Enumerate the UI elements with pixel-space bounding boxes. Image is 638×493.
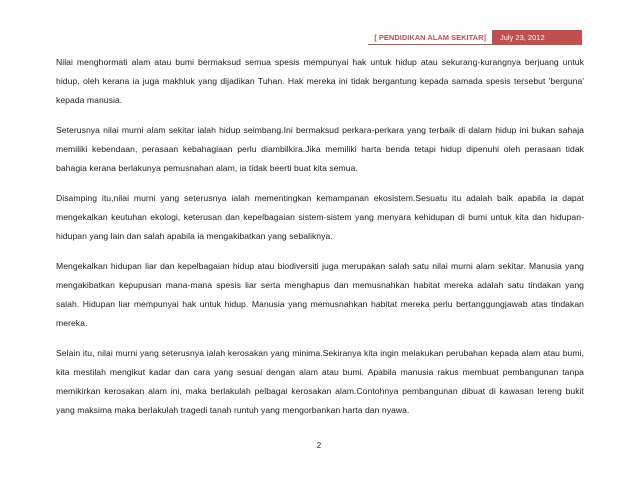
paragraph-kemampanan-ekosistem: Disamping itu,nilai murni yang seterusnya ialah mementingkan kemampanan ekosistem.Sesuatu itu adalah baik apabila ia dapat mengekalkan keutuhan ekologi, keterusan dan kepelbagaian sistem-sistem yang menyara kehidupan di bumi untuk kita dan hidupan-hidupan yang lain dan salah apabila ia mengakibatkan yang sebaliknya. <box>56 193 584 241</box>
page-number: 2 <box>316 441 322 450</box>
paragraph-hidup-seimbang: Seterusnya nilai murni alam sekitar ialah hidup seimbang.Ini bermaksud perkara-perkara yang terbaik di dalam hidup ini bukan sahaja memiliki kebendaan, perasaan kebahagiaan perlu diambilkira.Jika memiliki harta benda tetapi hidup dipenuhi oleh perasaan tidak bahagia kerana berlakunya pemusnahan alam, ia tidak beerti buat kita semua. <box>56 125 584 173</box>
header-date: July 23, 2012 <box>492 30 582 45</box>
header-title: [ PENDIDIKAN ALAM SEKITAR] <box>368 30 492 45</box>
paragraph-menghormati-alam: Nilai menghormati alam atau bumi bermaksud semua spesis mempunyai hak untuk hidup atau sekurang-kurangnya berjuang untuk hidup, oleh kerana ia juga makhluk yang dijadikan Tuhan. Hak mereka ini tidak bergantung kepada samada spesis tersebut 'berguna' kepada manusia. <box>56 57 584 105</box>
page-header <box>368 30 582 45</box>
document-body <box>56 53 584 431</box>
paragraph-kerosakan-minima: Selain itu, nilai murni yang seterusnya ialah kerosakan yang minima.Sekiranya kita ingin melakukan perubahan kepada alam atau bumi, kita mestilah mengikut kadar dan cara yang sesuai dengan alam atau bumi. Apabila manusia rakus membuat pembangunan tanpa memikirkan kerosakan alam ini, maka berlakulah pelbagai kerosakan alam.Contohnya pembangunan dibuat di kawasan lereng bukit yang maksima maka berlakulah tragedi tanah runtuh yang mengorbankan harta dan nyawa. <box>56 348 584 415</box>
paragraph-hidupan-liar: Mengekalkan hidupan liar dan kepelbagaian hidup atau biodiversiti juga merupakan salah satu nilai murni alam sekitar. Manusia yang mengakibatkan kepupusan mana-mana spesis liar serta menghapus dan memusnahkan habitat mereka adalah satu tindakan yang salah. Hidupan liar mempunyai hak untuk hidup. Manusia yang memusnahkan habitat mereka perlu bertanggungjawab atas tindakan mereka. <box>56 261 584 328</box>
